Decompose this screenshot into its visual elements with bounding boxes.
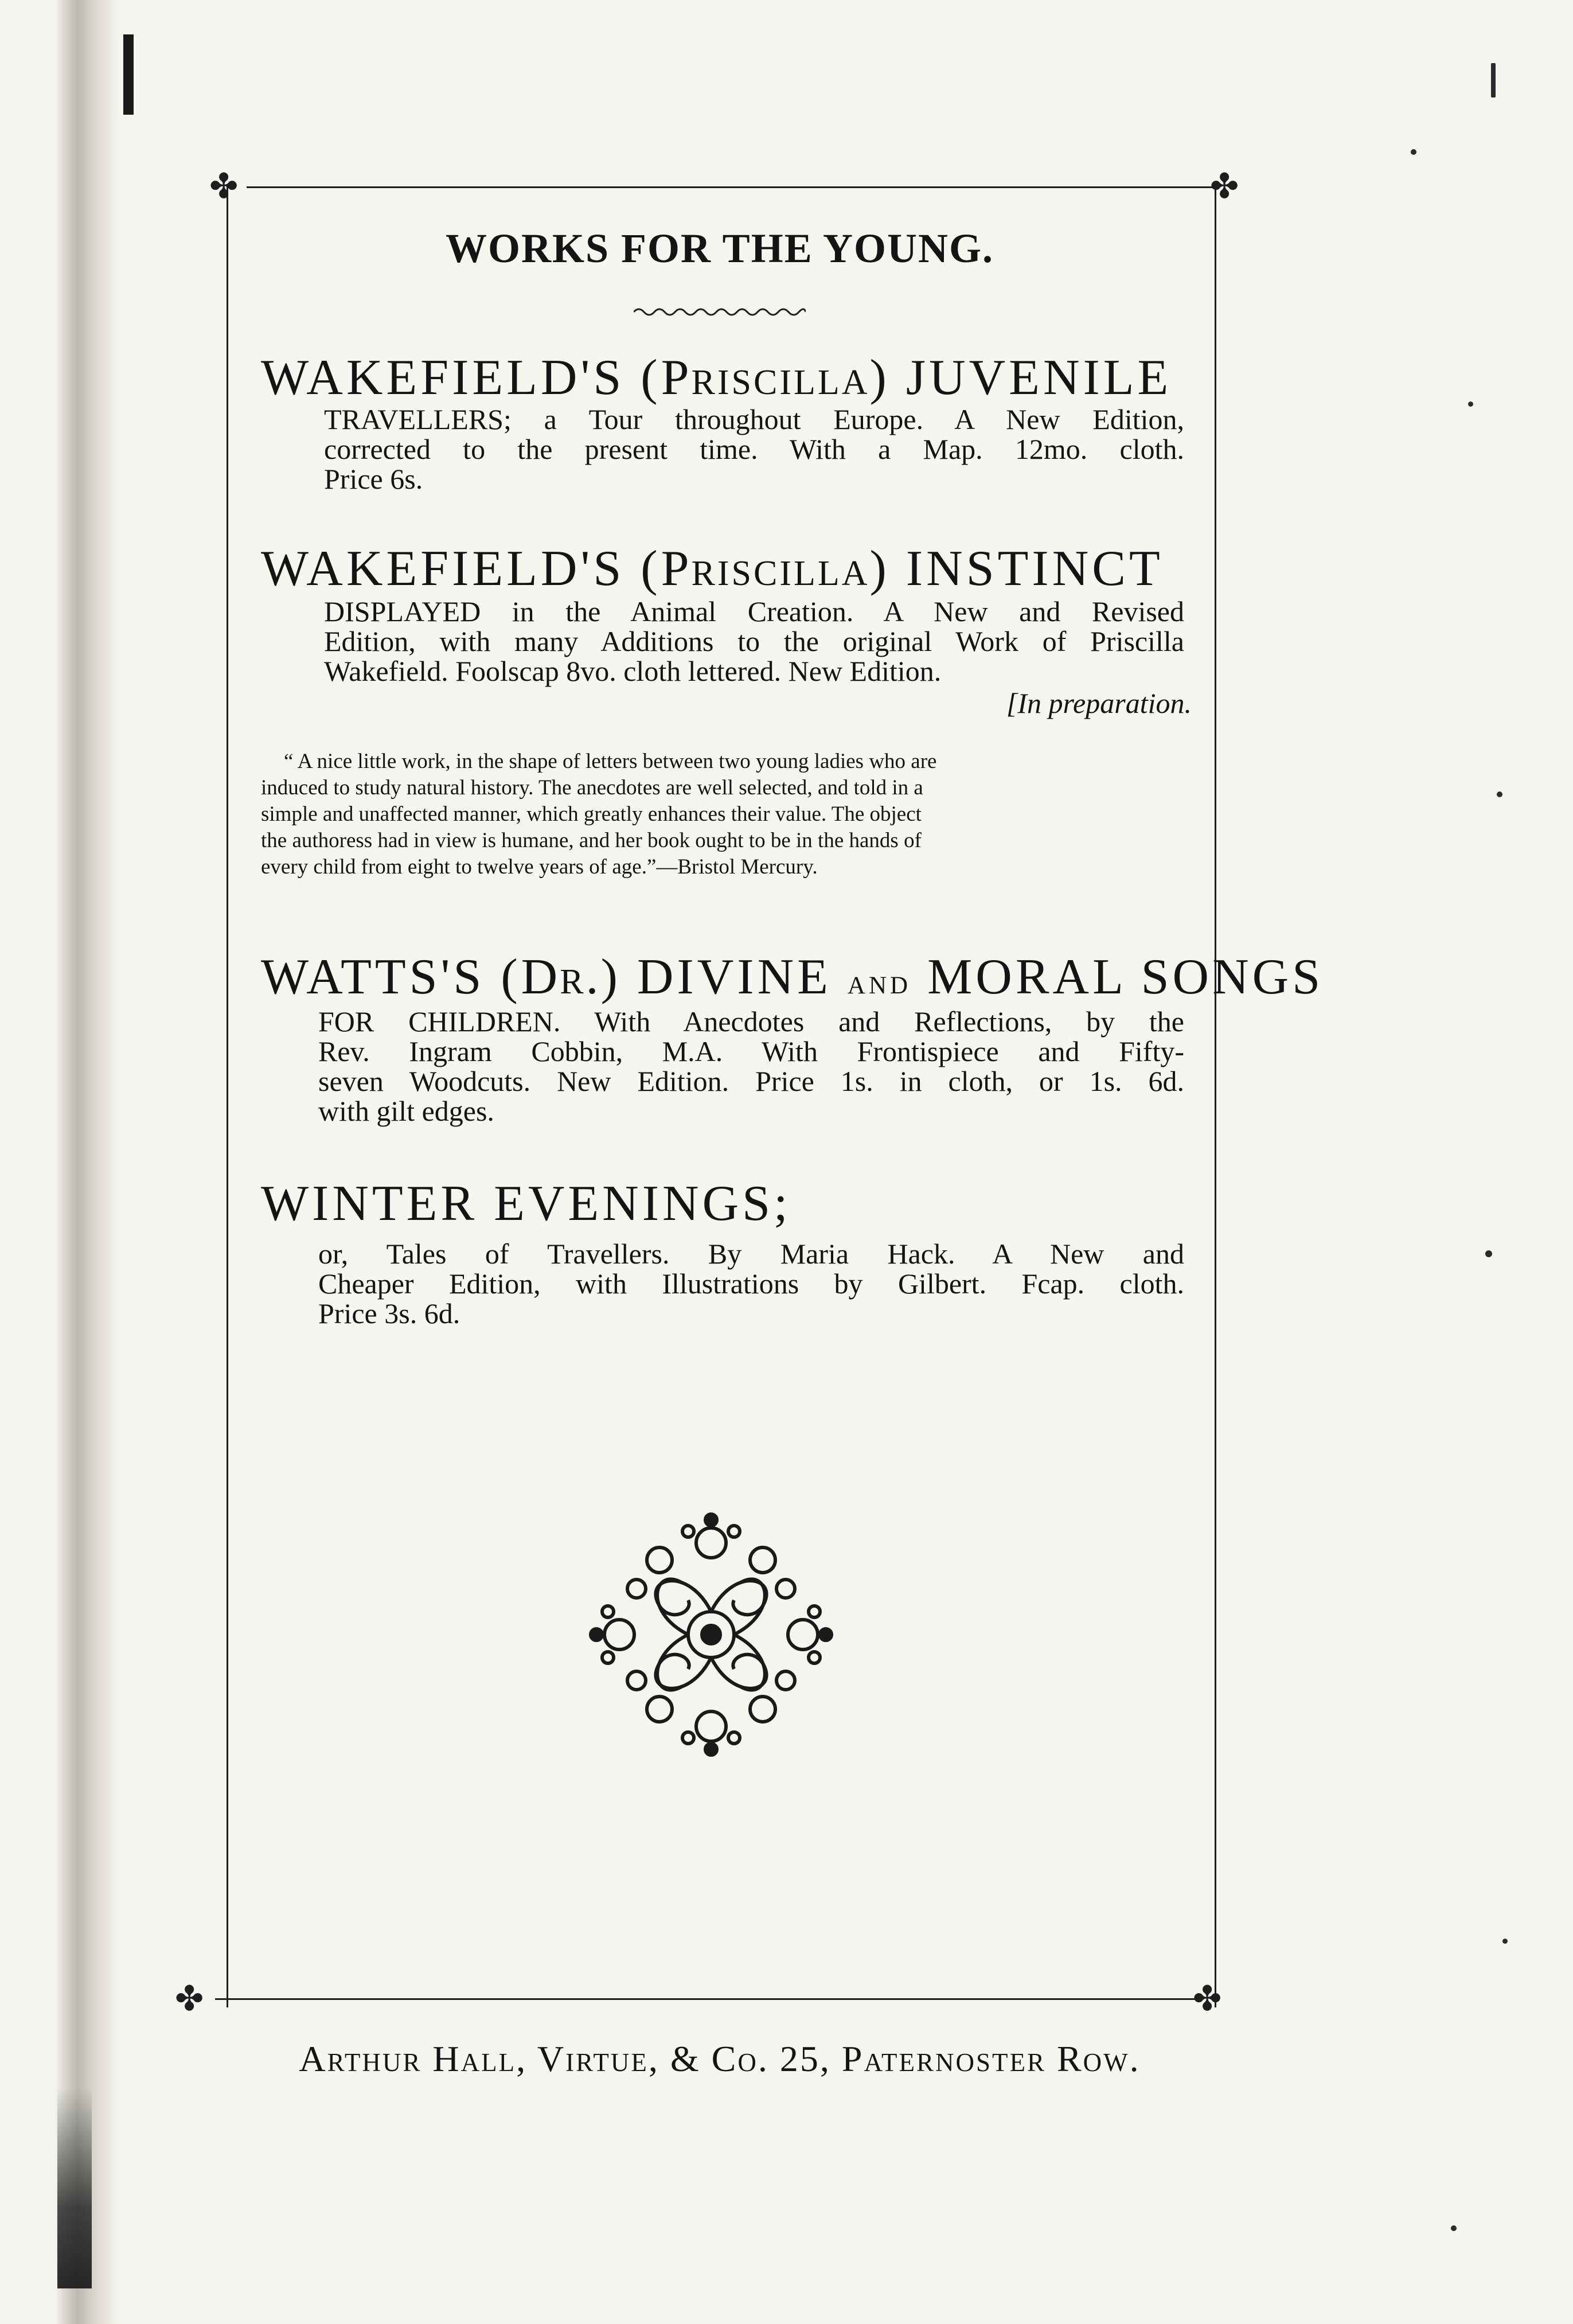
scan-speck xyxy=(1468,401,1473,407)
review-line: the authoress had in view is humane, and her book ought to be in the hands of xyxy=(261,829,922,852)
ornamental-corner-icon: ✤ xyxy=(1210,167,1239,205)
text-line: Wakefield. Foolscap 8vo. cloth lettered. New Edition. xyxy=(324,655,942,687)
entry-title-part: Dr. xyxy=(521,949,601,1005)
review-quote xyxy=(261,748,1187,880)
entry-title-part: ) DIVINE xyxy=(600,949,848,1005)
entry-description xyxy=(318,1239,1184,1328)
entry-title xyxy=(261,350,1172,405)
entry-title-part: MORAL SONGS xyxy=(911,949,1324,1005)
publisher-imprint xyxy=(227,2038,1213,2080)
page-heading: WORKS FOR THE YOUNG. xyxy=(445,225,994,271)
scan-speck xyxy=(1497,791,1502,797)
entry-title xyxy=(261,949,1324,1005)
text-line: FOR CHILDREN. With Anecdotes and Reflections, by the xyxy=(318,1005,1184,1038)
entry-title xyxy=(261,541,1164,596)
entry-title-part: WINTER EVENINGS; xyxy=(261,1176,791,1231)
text-line: DISPLAYED in the Animal Creation. A New and Revised xyxy=(324,595,1184,627)
entry-title-part: WAKEFIELD'S ( xyxy=(261,350,661,405)
scan-speck xyxy=(1411,149,1416,155)
text-line: Rev. Ingram Cobbin, M.A. With Frontispiece and Fifty- xyxy=(318,1035,1184,1067)
entry-title-part: ) JUVENILE xyxy=(869,350,1172,405)
scan-speck xyxy=(1502,1939,1508,1944)
entry-title-part: WATTS'S ( xyxy=(261,949,521,1005)
entry-description xyxy=(324,596,1184,686)
entry-description xyxy=(324,404,1184,494)
text-line: Price 6s. xyxy=(324,463,423,495)
review-line: every child from eight to twelve years of age.”—Bristol Mercury. xyxy=(261,855,818,879)
text-line: Edition, with many Additions to the original Work of Priscilla xyxy=(324,625,1184,657)
scan-speck xyxy=(1451,2225,1457,2231)
scan-binding-shadow xyxy=(57,2088,92,2288)
text-line: corrected to the present time. With a Map. 12mo. cloth. xyxy=(324,433,1184,465)
text-line: with gilt edges. xyxy=(318,1095,494,1127)
entry-title-part: Priscilla xyxy=(661,541,870,596)
ornamental-corner-icon: ✤ xyxy=(1193,1980,1222,2018)
status-note: [In preparation. xyxy=(1006,687,1192,719)
scan-speck xyxy=(1491,63,1496,98)
scan-speck xyxy=(1485,1250,1492,1257)
entry-title xyxy=(261,1176,791,1231)
ornamental-corner-icon: ✤ xyxy=(175,1980,204,2018)
review-line: “ A nice little work, in the shape of letters between two young ladies who are xyxy=(284,750,937,773)
wavy-rule xyxy=(634,304,806,320)
text-line: or, Tales of Travellers. By Maria Hack. A New and xyxy=(318,1238,1184,1270)
scan-gutter-shadow xyxy=(0,0,120,2324)
text-line: seven Woodcuts. New Edition. Price 1s. in cloth, or 1s. 6d. xyxy=(318,1065,1184,1097)
entry-title-part: and xyxy=(847,962,912,1001)
entry-title-part: Priscilla xyxy=(661,350,870,405)
scroll-ornament-icon xyxy=(573,1497,849,1772)
publisher-text: Arthur Hall, Virtue, & Co. 25, Paternoster Row. xyxy=(299,2038,1141,2079)
entry-title-part: WAKEFIELD'S ( xyxy=(261,541,661,596)
text-line: Cheaper Edition, with Illustrations by Gilbert. Fcap. cloth. xyxy=(318,1268,1184,1300)
ornamental-corner-icon: ✤ xyxy=(209,167,239,205)
review-line: simple and unaffected manner, which greatly enhances their value. The object xyxy=(261,802,922,826)
text-line: TRAVELLERS; a Tour throughout Europe. A New Edition, xyxy=(324,403,1184,435)
entry-title-part: ) INSTINCT xyxy=(869,541,1164,596)
scan-gutter-mark xyxy=(123,34,134,115)
bottom-rule xyxy=(215,1998,1201,2000)
review-line: induced to study natural history. The anecdotes are well selected, and told in a xyxy=(261,776,923,800)
entry-description xyxy=(318,1007,1184,1126)
top-rule xyxy=(247,186,1216,188)
text-line: Price 3s. 6d. xyxy=(318,1297,460,1329)
